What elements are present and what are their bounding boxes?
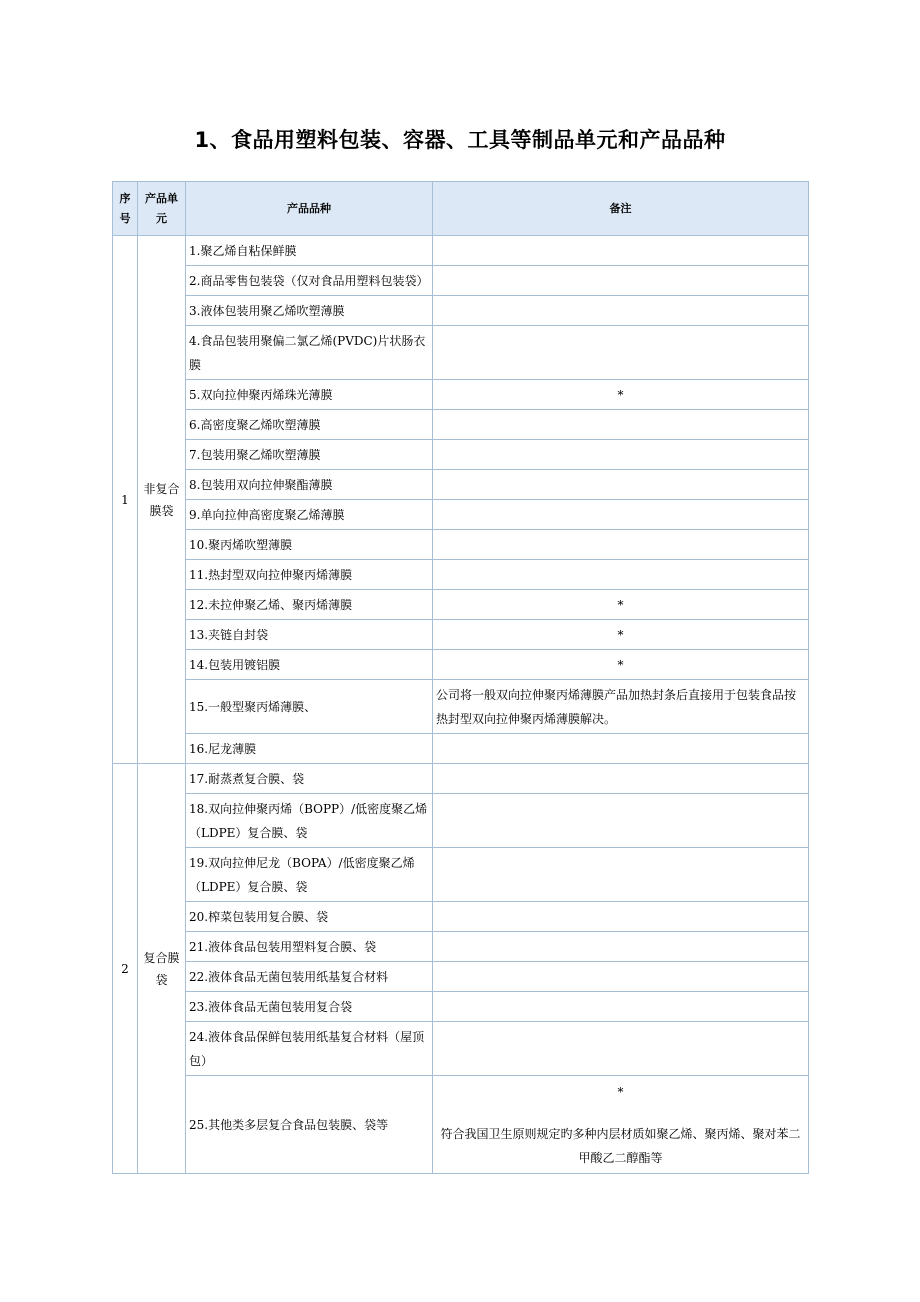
remark-cell <box>433 734 809 764</box>
table-row <box>113 1022 809 1076</box>
product-cell: 3.液体包装用聚乙烯吹塑薄膜 <box>186 296 433 326</box>
table-row <box>113 848 809 902</box>
table-row <box>113 530 809 560</box>
table-row <box>113 932 809 962</box>
table-header-row <box>113 182 809 236</box>
table-row <box>113 560 809 590</box>
product-cell: 2.商品零售包装袋（仅对食品用塑料包装袋） <box>186 266 433 296</box>
table-row <box>113 470 809 500</box>
table-row <box>113 734 809 764</box>
seq-cell: 1 <box>113 236 138 764</box>
table-row <box>113 650 809 680</box>
remark-cell <box>433 794 809 848</box>
table-row <box>113 500 809 530</box>
remark-cell: 公司将一般双向拉伸聚丙烯薄膜产品加热封条后直接用于包装食品按热封型双向拉伸聚丙烯薄膜解决。 <box>433 680 809 734</box>
remark-text: 符合我国卫生原则规定旳多种内层材质如聚乙烯、聚丙烯、聚对苯二甲酸乙二醇酯等 <box>440 1126 801 1165</box>
product-cell: 19.双向拉伸尼龙（BOPA）/低密度聚乙烯（LDPE）复合膜、袋 <box>186 848 433 902</box>
table-row <box>113 236 809 266</box>
product-cell: 20.榨菜包装用复合膜、袋 <box>186 902 433 932</box>
remark-cell <box>433 962 809 992</box>
remark-cell <box>433 296 809 326</box>
product-cell: 14.包装用镀铝膜 <box>186 650 433 680</box>
remark-cell: * <box>433 620 809 650</box>
unit-cell: 复合膜袋 <box>138 764 186 1174</box>
remark-cell: * <box>433 590 809 620</box>
remark-cell <box>433 326 809 380</box>
remark-cell <box>433 236 809 266</box>
remark-cell <box>433 410 809 440</box>
remark-cell <box>433 764 809 794</box>
product-cell: 4.食品包装用聚偏二氯乙烯(PVDC)片状肠衣膜 <box>186 326 433 380</box>
table-row <box>113 440 809 470</box>
table-row <box>113 992 809 1022</box>
product-cell: 16.尼龙薄膜 <box>186 734 433 764</box>
remark-cell <box>433 848 809 902</box>
product-cell: 1.聚乙烯自粘保鲜膜 <box>186 236 433 266</box>
remark-cell <box>433 560 809 590</box>
header-unit: 产品单元 <box>138 182 186 236</box>
table-row <box>113 380 809 410</box>
product-cell: 25.其他类多层复合食品包装膜、袋等 <box>186 1076 433 1174</box>
product-cell: 15.一般型聚丙烯薄膜、 <box>186 680 433 734</box>
remark-cell <box>433 902 809 932</box>
seq-cell: 2 <box>113 764 138 1174</box>
remark-cell <box>433 470 809 500</box>
remark-cell <box>433 440 809 470</box>
remark-cell <box>433 932 809 962</box>
remark-cell <box>433 266 809 296</box>
product-cell: 11.热封型双向拉伸聚丙烯薄膜 <box>186 560 433 590</box>
product-cell: 5.双向拉伸聚丙烯珠光薄膜 <box>186 380 433 410</box>
remark-cell <box>433 1076 809 1174</box>
remark-cell: * <box>433 650 809 680</box>
table-row <box>113 794 809 848</box>
table-row <box>113 266 809 296</box>
table-row <box>113 326 809 380</box>
product-cell: 18.双向拉伸聚丙烯（BOPP）/低密度聚乙烯（LDPE）复合膜、袋 <box>186 794 433 848</box>
product-cell: 22.液体食品无菌包装用纸基复合材料 <box>186 962 433 992</box>
table-row <box>113 410 809 440</box>
table-row <box>113 764 809 794</box>
table-row <box>113 590 809 620</box>
product-cell: 7.包装用聚乙烯吹塑薄膜 <box>186 440 433 470</box>
product-cell: 13.夹链自封袋 <box>186 620 433 650</box>
product-cell: 21.液体食品包装用塑料复合膜、袋 <box>186 932 433 962</box>
table-row <box>113 296 809 326</box>
product-cell: 8.包装用双向拉伸聚酯薄膜 <box>186 470 433 500</box>
table-body <box>113 236 809 1174</box>
product-table <box>112 181 809 1174</box>
table-row <box>113 680 809 734</box>
product-cell: 6.高密度聚乙烯吹塑薄膜 <box>186 410 433 440</box>
product-cell: 23.液体食品无菌包装用复合袋 <box>186 992 433 1022</box>
product-cell: 10.聚丙烯吹塑薄膜 <box>186 530 433 560</box>
product-cell: 24.液体食品保鲜包装用纸基复合材料（屋顶包） <box>186 1022 433 1076</box>
product-cell: 12.未拉伸聚乙烯、聚丙烯薄膜 <box>186 590 433 620</box>
remark-cell <box>433 500 809 530</box>
remark-cell <box>433 530 809 560</box>
remark-cell: * <box>433 380 809 410</box>
header-product: 产品品种 <box>186 182 433 236</box>
header-remark: 备注 <box>433 182 809 236</box>
table-row <box>113 902 809 932</box>
remark-cell <box>433 992 809 1022</box>
table-row <box>113 962 809 992</box>
page-title: 1、食品用塑料包装、容器、工具等制品单元和产品品种 <box>194 128 726 152</box>
remark-mark: * <box>617 1084 624 1099</box>
table-row <box>113 620 809 650</box>
product-cell: 17.耐蒸煮复合膜、袋 <box>186 764 433 794</box>
table-row <box>113 1076 809 1174</box>
unit-cell: 非复合膜袋 <box>138 236 186 764</box>
product-cell: 9.单向拉伸高密度聚乙烯薄膜 <box>186 500 433 530</box>
remark-cell <box>433 1022 809 1076</box>
header-seq: 序号 <box>113 182 138 236</box>
